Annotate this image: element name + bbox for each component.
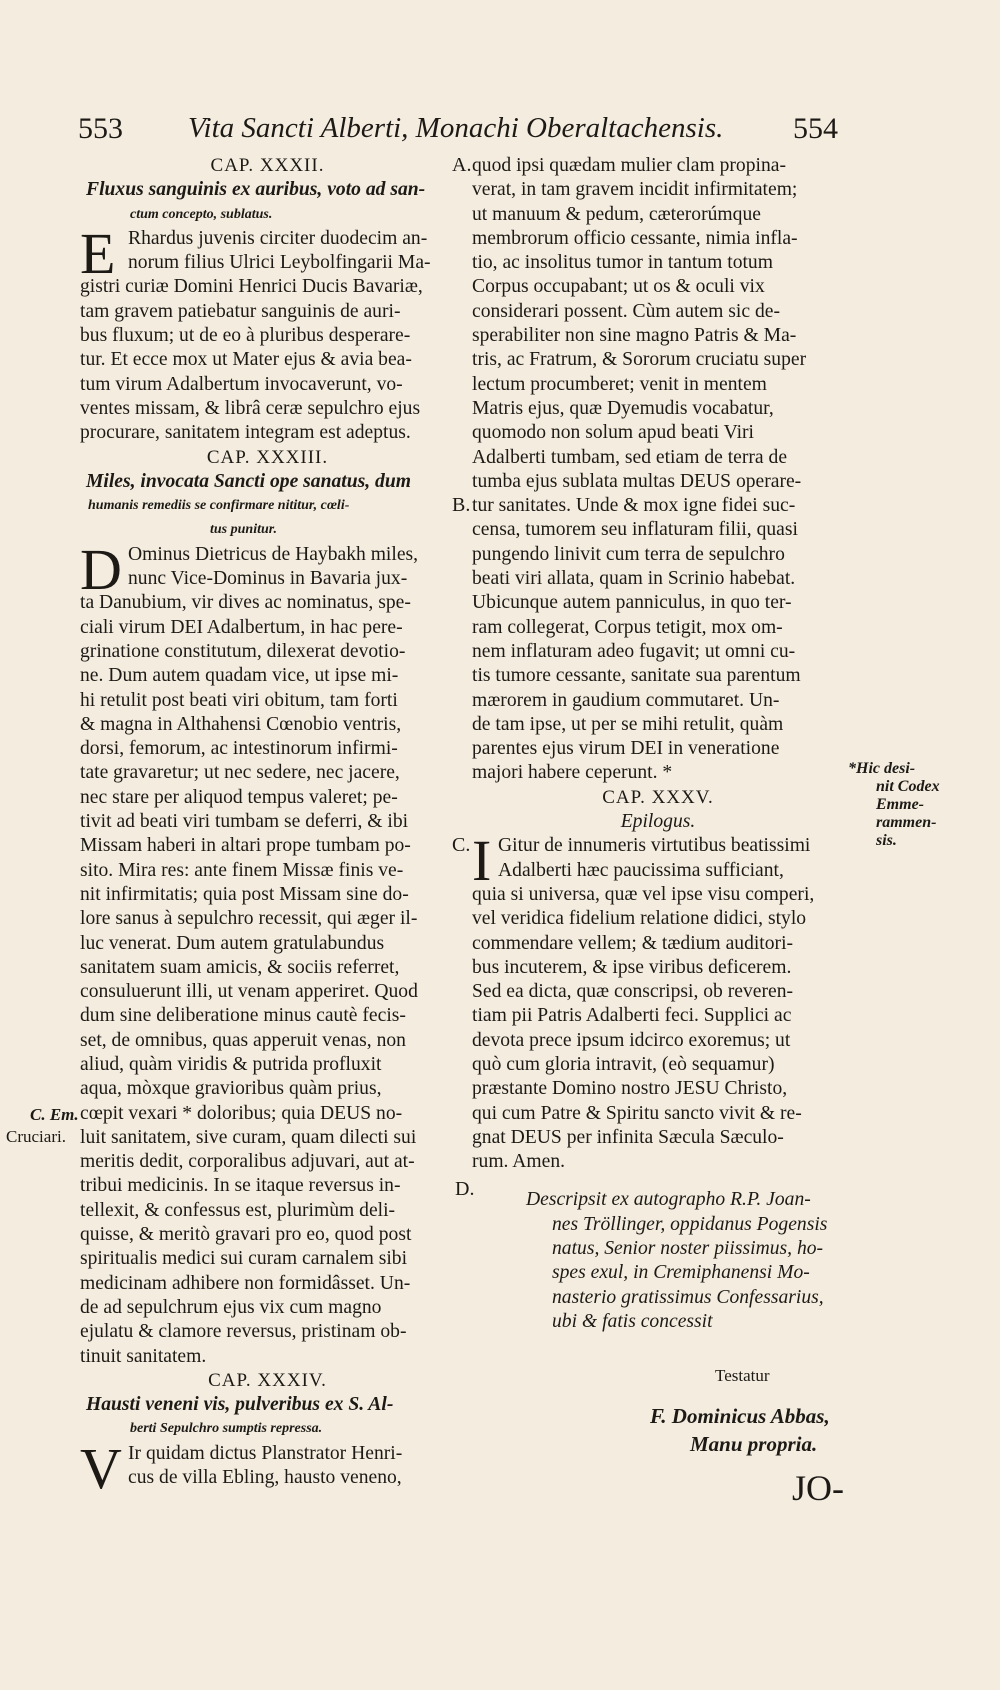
text-line: quia si universa, quæ vel ipse visu comperi, bbox=[472, 883, 815, 905]
text-line: vel veridica fidelium relatione didici, stylo bbox=[472, 908, 807, 930]
text-line: considerari possent. Cùm autem sic de- bbox=[472, 300, 780, 322]
text-line: norum filius Ulrici Leybolfingarii Ma- bbox=[128, 252, 431, 274]
note-line: nit Codex bbox=[876, 778, 940, 795]
text-line: ciali virum DEI Adalbertum, in hac pere- bbox=[80, 616, 403, 638]
note-line: Emme- bbox=[876, 796, 924, 813]
text-line: quomodo non solum apud beati Viri bbox=[472, 422, 755, 444]
text-line: ut manuum & pedum, cæterorúmque bbox=[472, 203, 761, 225]
text-line: tio, ac insolitus tumor in tantum totum bbox=[472, 252, 773, 274]
text-line: ram collegerat, Corpus tetigit, mox om- bbox=[472, 616, 783, 638]
chapter-title: Miles, invocata Sancti ope sanatus, dum bbox=[86, 470, 411, 492]
text-line: membrorum officio cessante, nimia infla- bbox=[472, 227, 798, 249]
text-line: dum sine deliberatione minus cautè fecis- bbox=[80, 1005, 406, 1027]
paragraph bbox=[80, 536, 455, 1369]
text-line: ventes missam, & librâ ceræ sepulchro ejus bbox=[80, 397, 421, 419]
text-line: nem inflaturam adeo fugavit; ut omni cu- bbox=[472, 640, 796, 662]
note-line: rammen- bbox=[876, 814, 937, 831]
text-line: dorsi, femorum, ac intestinorum infirmi- bbox=[80, 738, 398, 760]
text-line: aliud, quàm viridis & putrida profluxit bbox=[80, 1053, 382, 1075]
paragraph bbox=[80, 220, 455, 446]
signature-line: F. Dominicus Abbas, bbox=[650, 1404, 830, 1428]
text-line: nit infirmitatis; quia post Missam sine do- bbox=[80, 883, 409, 905]
text-line: gnat DEUS per infinita Sæcula Sæculo- bbox=[472, 1126, 784, 1148]
text-line: Missam haberi in altari prope tumbam po- bbox=[80, 835, 411, 857]
margin-mark-d: D. bbox=[455, 1178, 475, 1200]
text-line: tellexit, & confessus est, plurimùm deli- bbox=[80, 1199, 396, 1221]
text-line: set, de omnibus, quas apperuit venas, non bbox=[80, 1029, 406, 1051]
text-line: nunc Vice-Dominus in Bavaria jux- bbox=[128, 568, 408, 590]
colophon-line: spes exul, in Cremiphanensi Mo- bbox=[552, 1262, 810, 1284]
text-line: quod ipsi quædam mulier clam propina- bbox=[472, 155, 786, 176]
drop-cap: I bbox=[472, 828, 492, 894]
chapter-heading: CAP. XXXII. bbox=[210, 155, 325, 176]
chapter-title: Fluxus sanguinis ex auribus, voto ad san- bbox=[86, 179, 426, 201]
text-line: tam gravem patiebatur sanguinis de auri- bbox=[80, 300, 401, 322]
text-line: parentes ejus virum DEI in veneratione bbox=[472, 738, 780, 760]
text-line: lectum procumberet; venit in mentem bbox=[472, 373, 767, 395]
chapter-heading: CAP. XXXV. bbox=[602, 786, 714, 808]
text-line: sito. Mira res: ante finem Missæ finis ve- bbox=[80, 859, 404, 881]
margin-mark-b: B. bbox=[452, 494, 471, 516]
text-line: tis tumore cessante, sanitate sua parentum bbox=[472, 665, 801, 687]
colophon-line: natus, Senior noster piissimus, ho- bbox=[552, 1238, 824, 1260]
colophon-line: Descripsit ex autographo R.P. Joan- bbox=[526, 1189, 811, 1211]
text-line: Rhardus juvenis circiter duodecim an- bbox=[128, 227, 428, 249]
margin-note-left bbox=[6, 1104, 79, 1148]
text-line: Ominus Dietricus de Haybakh miles, bbox=[128, 543, 419, 565]
text-line: qui cum Patre & Spiritu sancto vivit & re- bbox=[472, 1102, 802, 1124]
text-line: tiam pii Patris Adalberti feci. Supplici ac bbox=[472, 1005, 792, 1027]
drop-cap: D bbox=[80, 536, 122, 602]
text-line: medicinam adhibere non formidâsset. Un- bbox=[80, 1272, 411, 1294]
paragraph bbox=[80, 1435, 455, 1501]
margin-mark-a: A. bbox=[452, 154, 472, 176]
text-line: verat, in tam gravem incidit infirmitatem; bbox=[472, 179, 798, 201]
page-number-left: 553 bbox=[78, 112, 123, 145]
text-line: beati viri allata, quam in Scrinio habebat. bbox=[472, 568, 796, 590]
text-line: ta Danubium, vir dives ac nominatus, spe- bbox=[80, 592, 411, 614]
text-line: bus fluxum; ut de eo à pluribus desperare- bbox=[80, 325, 411, 347]
text-line: nec stare per aliquod tempus valeret; pe- bbox=[80, 786, 398, 808]
colophon-line: nes Tröllinger, oppidanus Pogensis bbox=[552, 1213, 828, 1235]
signature-line: Manu propria. bbox=[690, 1432, 818, 1456]
text-line: Ubicunque autem panniculus, in quo ter- bbox=[472, 592, 792, 614]
text-line: grinatione constitutum, dilexerat devotio- bbox=[80, 640, 406, 662]
text-line: Gitur de innumeris virtutibus beatissimi bbox=[498, 835, 811, 857]
paragraph bbox=[472, 828, 844, 1174]
drop-cap: V bbox=[80, 1435, 122, 1501]
text-line: Sed ea dicta, quæ conscripsi, ob reveren- bbox=[472, 981, 794, 1003]
left-column bbox=[80, 154, 455, 1501]
text-line: rum. Amen. bbox=[472, 1151, 566, 1173]
chapter-title: humanis remediis se confirmare nititur, cœli- bbox=[88, 498, 350, 514]
colophon bbox=[472, 1188, 844, 1334]
colophon-line: nasterio gratissimus Confessarius, bbox=[552, 1286, 824, 1308]
text-line: tris, ac Fratrum, & Sororum cruciatu super bbox=[472, 349, 807, 371]
text-line: bus incuterem, & ipse viribus deficerem. bbox=[472, 956, 792, 978]
text-line: cœpit vexari * doloribus; quia DEUS no- bbox=[80, 1102, 403, 1124]
text-line: mærorem in gaudium commutaret. Un- bbox=[472, 689, 780, 711]
text-line: tinuit sanitatem. bbox=[80, 1345, 207, 1367]
running-title: Vita Sancti Alberti, Monachi Oberaltachensis. bbox=[188, 112, 724, 144]
note-line: C. Em. bbox=[30, 1105, 79, 1124]
text-line: majori habere ceperunt. * bbox=[472, 762, 673, 784]
text-line: spiritualis medici sui curam carnalem sibi bbox=[80, 1248, 408, 1270]
text-line: meritis dedit, corporalibus adjuvari, aut at- bbox=[80, 1151, 415, 1173]
text-line: Adalberti hæc paucissima sufficiant, bbox=[498, 859, 784, 881]
text-line: commendare vellem; & tædium auditori- bbox=[472, 932, 794, 954]
text-line: tur. Et ecce mox ut Mater ejus & avia bea- bbox=[80, 349, 412, 371]
text-line: lore sanus à sepulchro recessit, qui æger il- bbox=[80, 908, 418, 930]
text-line: luit sanitatem, sive curam, quam dilecti sui bbox=[80, 1126, 417, 1148]
text-line: aqua, mòxque gravioribus quàm prius, bbox=[80, 1078, 382, 1100]
text-line: tate gravaretur; ut nec sedere, nec jacere, bbox=[80, 762, 400, 784]
text-line: devota prece ipsum idcirco exoremus; ut bbox=[472, 1029, 791, 1051]
text-line: sperabiliter non sine magno Patris & Ma- bbox=[472, 325, 797, 347]
text-line: hi retulit post beati viri obitum, tam forti bbox=[80, 689, 398, 711]
text-line: gistri curiæ Domini Henrici Ducis Bavariæ, bbox=[80, 276, 423, 298]
text-line: sanitatem suam amicis, & sociis referret, bbox=[80, 956, 400, 978]
text-line: quisse, & meritò gravari pro eo, quod post bbox=[80, 1224, 412, 1246]
text-line: censa, tumorem seu inflaturam filii, quasi bbox=[472, 519, 798, 541]
text-line: Ir quidam dictus Planstrator Henri- bbox=[128, 1442, 403, 1464]
margin-mark-c: C. bbox=[452, 834, 471, 856]
text-line: præstante Domino nostro JESU Christo, bbox=[472, 1078, 788, 1100]
text-line: cus de villa Ebling, hausto veneno, bbox=[128, 1467, 402, 1489]
chapter-title: berti Sepulchro sumptis repressa. bbox=[130, 1421, 323, 1437]
signature bbox=[650, 1402, 830, 1458]
text-line: consuluerunt illi, ut venam apperiret. Quod bbox=[80, 981, 418, 1003]
note-line: sis. bbox=[876, 832, 897, 849]
text-line: Corpus occupabant; ut os & oculi vix bbox=[472, 276, 765, 298]
running-header bbox=[78, 112, 838, 152]
testatur-label: Testatur bbox=[715, 1366, 770, 1385]
colophon-line: ubi & fatis concessit bbox=[552, 1310, 713, 1332]
text-line: Adalberti tumbam, sed etiam de terra de bbox=[472, 446, 788, 468]
catchword: JO- bbox=[792, 1468, 844, 1508]
text-line: tur sanitates. Unde & mox igne fidei suc- bbox=[472, 495, 796, 517]
text-line: ne. Dum autem quadam vice, ut ipse mi- bbox=[80, 665, 399, 687]
note-line: *Hic desi- bbox=[848, 760, 916, 777]
margin-note-right bbox=[848, 760, 940, 850]
text-line: ejulatu & clamore reversus, pristinam ob- bbox=[80, 1321, 407, 1343]
text-line: & magna in Althahensi Cœnobio ventris, bbox=[80, 713, 402, 735]
text-line: Matris ejus, quæ Dyemudis vocabatur, bbox=[472, 397, 774, 419]
chapter-title: Epilogus. bbox=[620, 811, 696, 833]
text-line: pungendo linivit cum terra de sepulchro bbox=[472, 543, 785, 565]
text-line: tum virum Adalbertum invocaverunt, vo- bbox=[80, 373, 403, 395]
text-line: procurare, sanitatem integram est adeptus. bbox=[80, 422, 411, 444]
text-line: tribui medicinis. In se itaque reversus in- bbox=[80, 1175, 401, 1197]
page-number-right: 554 bbox=[793, 112, 838, 145]
drop-cap: E bbox=[80, 220, 116, 286]
text-line: tivit ad beati viri tumbam se deferri, & ibi bbox=[80, 811, 409, 833]
right-column bbox=[472, 154, 844, 1334]
spacer bbox=[472, 1174, 844, 1188]
text-line: de tam ipse, ut per se mihi retulit, quàm bbox=[472, 713, 784, 735]
text-line: tumba ejus sublata multas DEUS operare- bbox=[472, 470, 802, 492]
text-line: de ad sepulchrum ejus vix cum magno bbox=[80, 1296, 382, 1318]
chapter-title: Hausti veneni vis, pulveribus ex S. Al- bbox=[86, 1394, 394, 1416]
note-line: Cruciari. bbox=[6, 1127, 66, 1146]
chapter-heading: CAP. XXXIV. bbox=[208, 1369, 327, 1391]
chapter-title: ctum concepto, sublatus. bbox=[130, 206, 273, 222]
text-line: quò cum gloria intravit, (eò sequamur) bbox=[472, 1053, 775, 1075]
chapter-title: tus punitur. bbox=[210, 522, 277, 538]
text-line: luc venerat. Dum autem gratulabundus bbox=[80, 932, 385, 954]
chapter-heading: CAP. XXXIII. bbox=[206, 446, 329, 468]
